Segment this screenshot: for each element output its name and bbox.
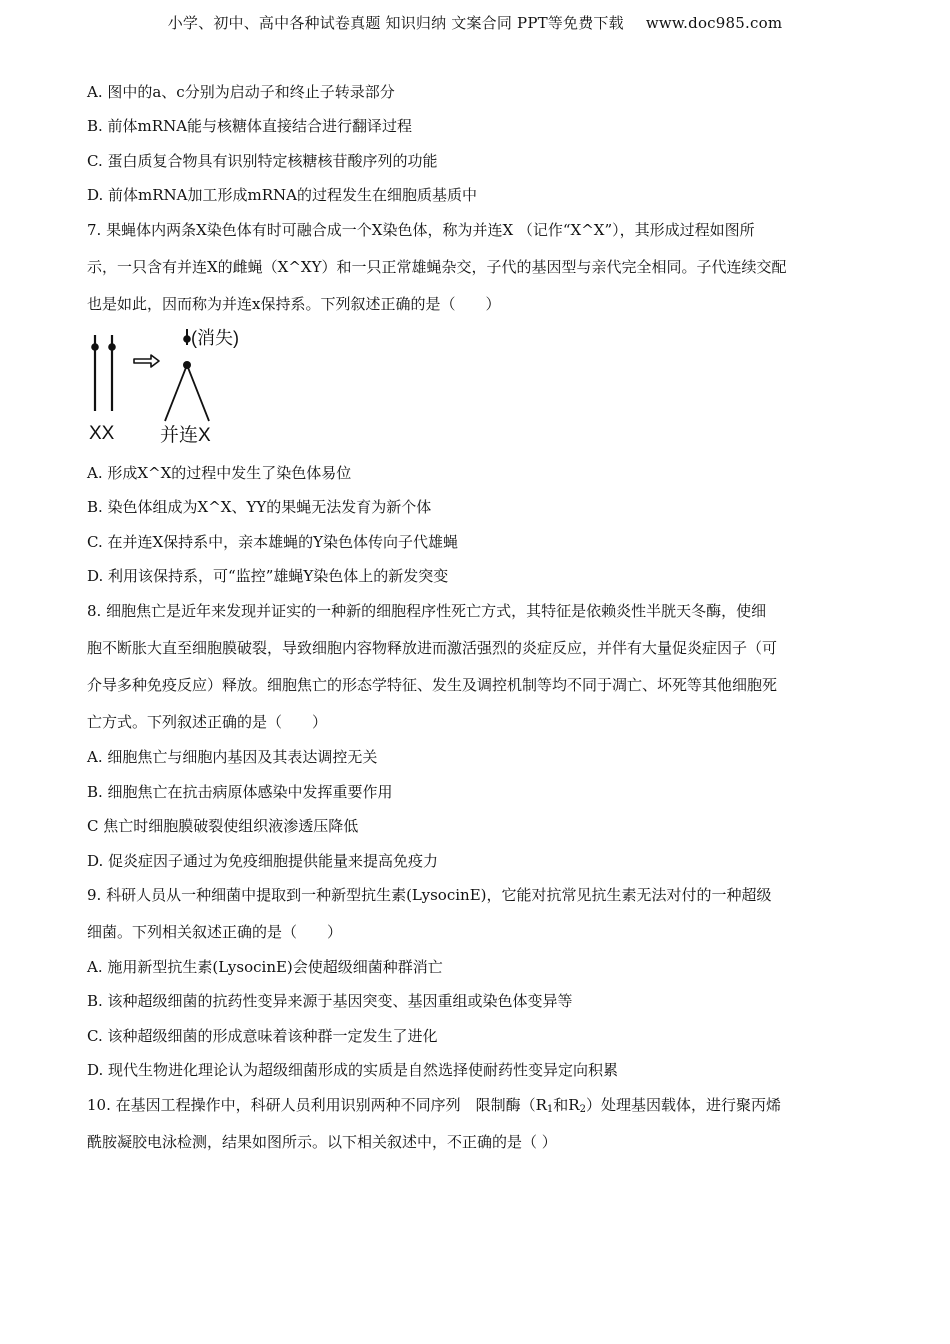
- arrow-icon: [134, 355, 159, 367]
- xx-chromosomes: [91, 335, 116, 411]
- page-header: [0, 12, 950, 33]
- q8-stem-line-2: 胞不断胀大直至细胞膜破裂，导致细胞内容物释放进而激活强烈的炎症反应，并伴有大量促炎症因子（可: [87, 639, 778, 657]
- q10-sub-2: 2: [579, 1104, 586, 1115]
- q10-sub-1: 1: [546, 1104, 554, 1115]
- q10-line1-part-b: ）处理基因载体，进行聚丙烯: [585, 1096, 781, 1114]
- q9-option-c: C. 该种超级细菌的形成意味着该种群一定发生了进化: [87, 1027, 438, 1045]
- q6-option-a: A. 图中的a、c分别为启动子和终止子转录部分: [87, 83, 395, 101]
- q7-option-c: C. 在并连X保持系中，亲本雄蝇的Y染色体传向子代雄蝇: [87, 533, 459, 551]
- q9-option-a: A. 施用新型抗生素(LysocinE)会使超级细菌种群消亡: [87, 958, 443, 976]
- xx-label: XX: [89, 423, 115, 444]
- q7-option-d: D. 利用该保持系，可“监控”雄蝇Y染色体上的新发突变: [87, 567, 449, 585]
- q7-option-a: A. 形成X^X的过程中发生了染色体易位: [87, 464, 352, 482]
- q9-option-b: B. 该种超级细菌的抗药性变异来源于基因突变、基因重组或染色体变异等: [87, 992, 573, 1010]
- header-url[interactable]: www.doc985.com: [645, 14, 783, 32]
- q8-stem-line-4: 亡方式。下列叙述正确的是（ ）: [87, 713, 328, 731]
- q8-option-b: B. 细胞焦亡在抗击病原体感染中发挥重要作用: [87, 783, 393, 801]
- fused-x-label: 并连X: [160, 425, 211, 446]
- q10-line1-part-a: 10. 在基因工程操作中，科研人员利用识别两种不同序列 限制酶（R: [87, 1096, 547, 1114]
- q7-stem-line-1: 7. 果蝇体内两条X染色体有时可融合成一个X染色体，称为并连X （记作“X^X”），其形成过程如图所: [87, 221, 755, 239]
- q8-stem-line-3: 介导多种免疫反应）释放。细胞焦亡的形态学特征、发生及调控机制等均不同于凋亡、坏死等其他细胞死: [87, 676, 778, 694]
- q7-stem-line-3: 也是如此，因而称为并连x保持系。下列叙述正确的是（ ）: [87, 295, 501, 313]
- q8-option-d: D. 促炎症因子通过为免疫细胞提供能量来提高免疫力: [87, 852, 439, 870]
- header-text: 小学、初中、高中各种试卷真题 知识归纳 文案合同 PPT等免费下载: [167, 14, 624, 32]
- q6-option-d: D. 前体mRNA加工形成mRNA的过程发生在细胞质基质中: [87, 186, 477, 204]
- q9-stem-line-2: 细菌。下列相关叙述正确的是（ ）: [87, 923, 343, 941]
- q8-option-a: A. 细胞焦亡与细胞内基因及其表达调控无关: [87, 748, 378, 766]
- q9-option-d: D. 现代生物进化理论认为超级细菌形成的实质是自然选择使耐药性变异定向积累: [87, 1061, 619, 1079]
- q6-option-b: B. 前体mRNA能与核糖体直接结合进行翻译过程: [87, 117, 413, 135]
- q7-figure-chromosome-fusion: [87, 325, 257, 450]
- q6-option-c: C. 蛋白质复合物具有识别特定核糖核苷酸序列的功能: [87, 152, 438, 170]
- q9-stem-line-1: 9. 科研人员从一种细菌中提取到一种新型抗生素(LysocinE)，它能对抗常见抗生素无法对付的一种超级: [87, 886, 772, 904]
- q8-option-c: C 焦亡时细胞膜破裂使组织液渗透压降低: [87, 817, 359, 835]
- q7-stem-line-2: 示，一只含有并连X的雌蝇（X^XY）和一只正常雄蝇杂交，子代的基因型与亲代完全相同。子代连续交配: [87, 258, 787, 276]
- q10-and: 和R: [553, 1096, 580, 1114]
- disappear-label: (消失): [191, 328, 239, 348]
- q7-option-b: B. 染色体组成为X^X、YY的果蝇无法发育为新个体: [87, 498, 432, 516]
- q8-stem-line-1: 8. 细胞焦亡是近年来发现并证实的一种新的细胞程序性死亡方式，其特征是依赖炎性半胱天冬酶，使细: [87, 602, 767, 620]
- q10-stem-line-1: [87, 1094, 781, 1121]
- q10-stem-line-2: 酰胺凝胶电泳检测，结果如图所示。以下相关叙述中，不正确的是（ ）: [87, 1133, 557, 1151]
